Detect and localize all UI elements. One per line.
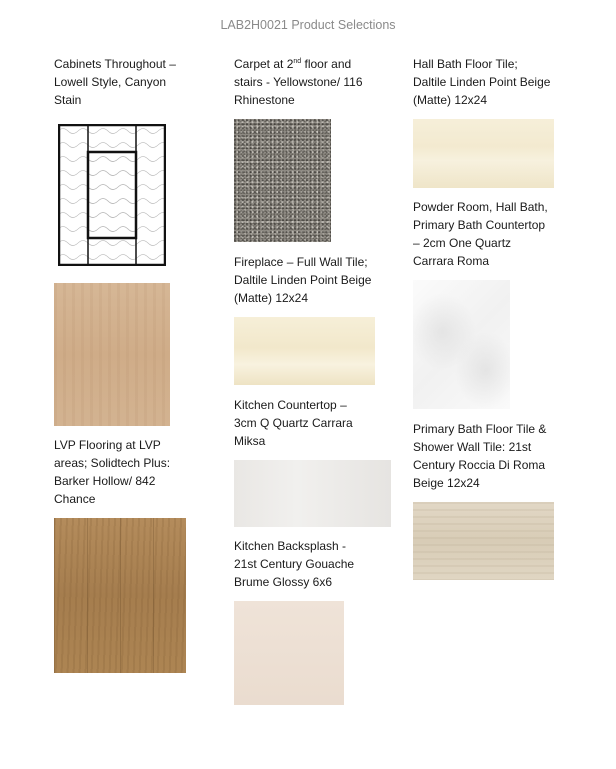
cabinets-label-line: Lowell Style, Canyon	[54, 75, 167, 89]
powder-room-label-line: Powder Room, Hall Bath,	[413, 200, 548, 214]
kitchen-countertop-label-line: Miksa	[234, 434, 266, 448]
cabinets-label	[54, 55, 176, 109]
lvp-oak-swatch	[54, 283, 170, 426]
cabinet-door-swatch	[58, 124, 166, 266]
primary-bath-label-line: Beige 12x24	[413, 476, 480, 490]
fireplace-label	[234, 253, 371, 307]
fireplace-label-line: (Matte) 12x24	[234, 291, 309, 305]
kitchen-backsplash-label-line: Brume Glossy 6x6	[234, 575, 333, 589]
kitchen-countertop-swatch	[234, 460, 391, 527]
hall-bath-floor-tile-swatch	[413, 119, 554, 188]
hall-bath-floor-label-line: (Matte) 12x24	[413, 93, 488, 107]
page-title: LAB2H0021 Product Selections	[220, 18, 396, 32]
hall-bath-floor-label	[413, 55, 550, 109]
fireplace-label-line: Fireplace – Full Wall Tile;	[234, 255, 368, 269]
kitchen-countertop-label-line: 3cm Q Quartz Carrara	[234, 416, 353, 430]
lvp-label-line: LVP Flooring at LVP	[54, 438, 161, 452]
carpet-label	[234, 55, 363, 109]
fireplace-tile-swatch	[234, 317, 375, 385]
primary-bath-tile-swatch	[413, 502, 554, 580]
lvp-label-line: Barker Hollow/ 842	[54, 474, 156, 488]
primary-bath-label-line: Shower Wall Tile: 21st	[413, 440, 532, 454]
powder-room-label-line: Carrara Roma	[413, 254, 490, 268]
fireplace-label-line: Daltile Linden Point Beige	[234, 273, 372, 287]
primary-bath-label-line: Primary Bath Floor Tile &	[413, 422, 547, 436]
lvp-label-line: Chance	[54, 492, 96, 506]
lvp-label	[54, 436, 170, 508]
carpet-label-line: Carpet at 2nd floor and	[234, 57, 352, 71]
primary-bath-label	[413, 420, 546, 492]
carpet-label-line: Rhinestone	[234, 93, 295, 107]
powder-room-label	[413, 198, 548, 270]
kitchen-backsplash-label-line: Kitchen Backsplash -	[234, 539, 347, 553]
lvp-flooring-swatch	[54, 518, 186, 673]
kitchen-countertop-label-line: Kitchen Countertop –	[234, 398, 347, 412]
powder-room-label-line: – 2cm One Quartz	[413, 236, 512, 250]
primary-bath-label-line: Century Roccia Di Roma	[413, 458, 546, 472]
cabinets-label-line: Cabinets Throughout –	[54, 57, 176, 71]
powder-room-label-line: Primary Bath Countertop	[413, 218, 546, 232]
kitchen-backsplash-swatch	[234, 601, 344, 705]
lvp-label-line: areas; Solidtech Plus:	[54, 456, 171, 470]
carpet-label-line: stairs - Yellowstone/ 116	[234, 75, 363, 89]
cabinets-label-line: Stain	[54, 93, 82, 107]
hall-bath-floor-label-line: Hall Bath Floor Tile;	[413, 57, 518, 71]
kitchen-backsplash-label-line: 21st Century Gouache	[234, 557, 355, 571]
carpet-swatch	[234, 119, 331, 242]
hall-bath-floor-label-line: Daltile Linden Point Beige	[413, 75, 551, 89]
kitchen-backsplash-label	[234, 537, 354, 591]
quartz-countertop-swatch	[413, 280, 510, 409]
kitchen-countertop-label	[234, 396, 353, 450]
